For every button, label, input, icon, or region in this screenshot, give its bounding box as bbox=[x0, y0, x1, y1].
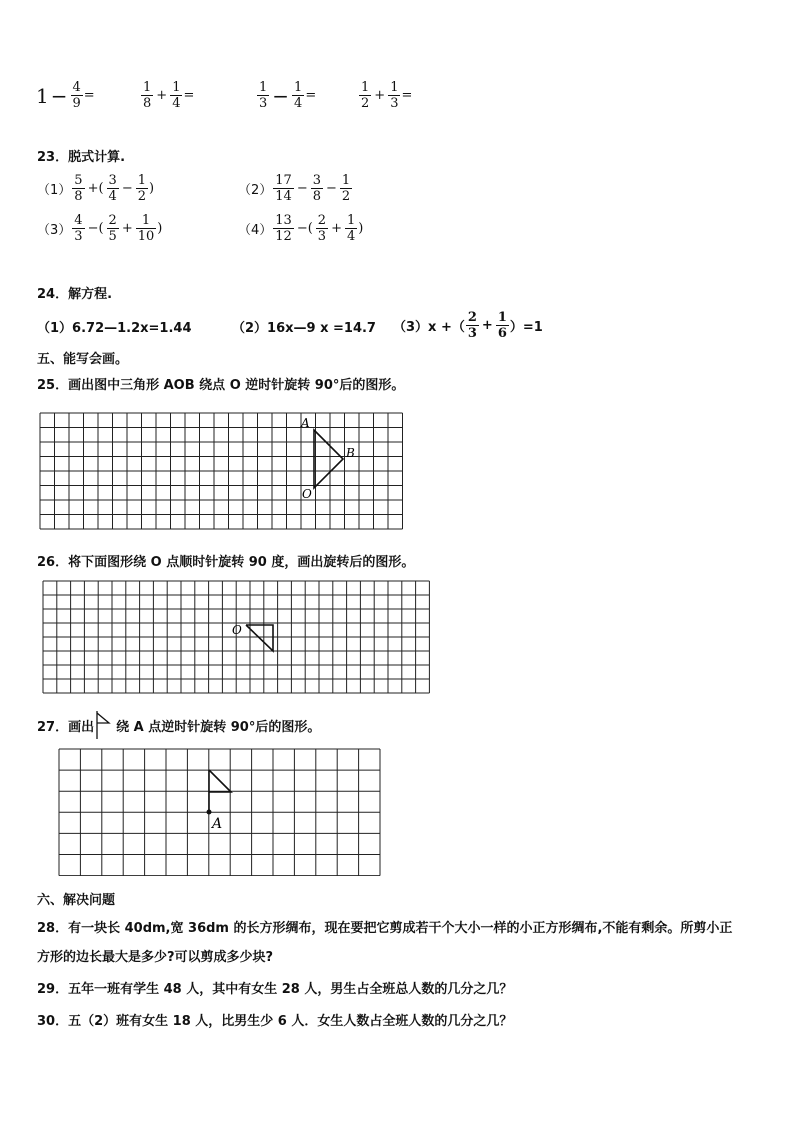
flag-shape bbox=[209, 770, 231, 792]
triangle-aob bbox=[314, 430, 343, 488]
point-label-a: A bbox=[212, 816, 223, 832]
operator: + bbox=[374, 88, 386, 103]
oral-calc-1 bbox=[36, 80, 95, 111]
fraction: $\frac{1}{8}$ bbox=[143, 80, 152, 111]
point-label-b: B bbox=[346, 446, 355, 460]
section-5-heading: 五、能写会画。 bbox=[37, 352, 129, 367]
q24-equation-1: （1）6.72—1.2x=1.44 bbox=[37, 321, 192, 336]
q24-equation-2: （2）16x—9 x =14.7 bbox=[232, 321, 376, 336]
q29-text: 29．五年一班有学生 48 人，其中有女生 28 人，男生占全班总人数的几分之几？ bbox=[37, 982, 513, 997]
fraction: $\frac{1}{4}$ bbox=[172, 80, 181, 111]
fraction: $\frac{4}{9}$ bbox=[72, 80, 81, 111]
oral-calc-4 bbox=[358, 80, 412, 111]
operator: + bbox=[156, 88, 168, 103]
oral-calc-3 bbox=[256, 80, 316, 111]
q28-line-1: 28．有一块长 40dm,宽 36dm 的长方形绸布，现在要把它剪成若干个大小一样的小正方形绸布,不能有剩余。所剪小正 bbox=[37, 921, 733, 936]
q23-problem-3: （3） $\frac{4}{3}$ −( $\frac{2}{5}$ + $\frac{1}{10}$ ) bbox=[37, 213, 163, 244]
fraction: $\frac{1}{4}$ bbox=[294, 80, 303, 111]
q30-text: 30．五（2）班有女生 18 人，比男生少 6 人．女生人数占全班人数的几分之几？ bbox=[37, 1014, 513, 1029]
fraction: $\frac{1}{3}$ bbox=[390, 80, 399, 111]
q23-problem-4: （4） $\frac{13}{12}$ −( $\frac{2}{3}$ + $\frac{1}{4}$ ) bbox=[238, 213, 364, 244]
oral-calc-2 bbox=[140, 80, 194, 111]
section-6-heading: 六、解决问题 bbox=[37, 893, 116, 908]
equals-sign: = bbox=[83, 88, 95, 103]
flag-icon bbox=[95, 710, 115, 740]
q25-text: 25．画出图中三角形 AOB 绕点 O 逆时针旋转 90°后的图形。 bbox=[37, 378, 405, 393]
q27-text: 27．画出 绕 A 点逆时针旋转 90°后的图形。 bbox=[37, 710, 320, 740]
q28-line-2: 方形的边长最大是多少?可以剪成多少块? bbox=[37, 950, 274, 965]
q25-grid bbox=[39, 412, 403, 532]
q24-equation-3: （3）x +（ $\frac{2}{3}$ + $\frac{1}{6}$ ）=1 bbox=[393, 310, 543, 341]
q26-grid bbox=[40, 580, 435, 695]
q23-problem-1: （1） $\frac{5}{8}$ +( $\frac{3}{4}$ − $\frac{1}{2}$ ) bbox=[37, 173, 155, 204]
point-a bbox=[207, 810, 212, 815]
point-label-o: O bbox=[302, 487, 312, 501]
point-label-a: A bbox=[301, 416, 310, 430]
equals-sign: = bbox=[183, 88, 195, 103]
q24-title: 24．解方程. bbox=[37, 287, 113, 302]
operator: − bbox=[50, 83, 68, 108]
operator: − bbox=[272, 83, 290, 108]
fraction: $\frac{1}{3}$ bbox=[259, 80, 268, 111]
q23-problem-2: （2） $\frac{17}{14}$ − $\frac{3}{8}$ − $\frac{1}{2}$ bbox=[238, 173, 351, 204]
equals-sign: = bbox=[401, 88, 413, 103]
point-label-o: O bbox=[232, 623, 242, 637]
equals-sign: = bbox=[305, 88, 317, 103]
whole-number: 1 bbox=[36, 83, 49, 108]
fraction: $\frac{1}{2}$ bbox=[361, 80, 370, 111]
q26-text: 26．将下面图形绕 O 点顺时针旋转 90 度，画出旋转后的图形。 bbox=[37, 555, 415, 570]
q27-grid bbox=[58, 748, 382, 876]
q23-title: 23．脱式计算. bbox=[37, 150, 126, 165]
